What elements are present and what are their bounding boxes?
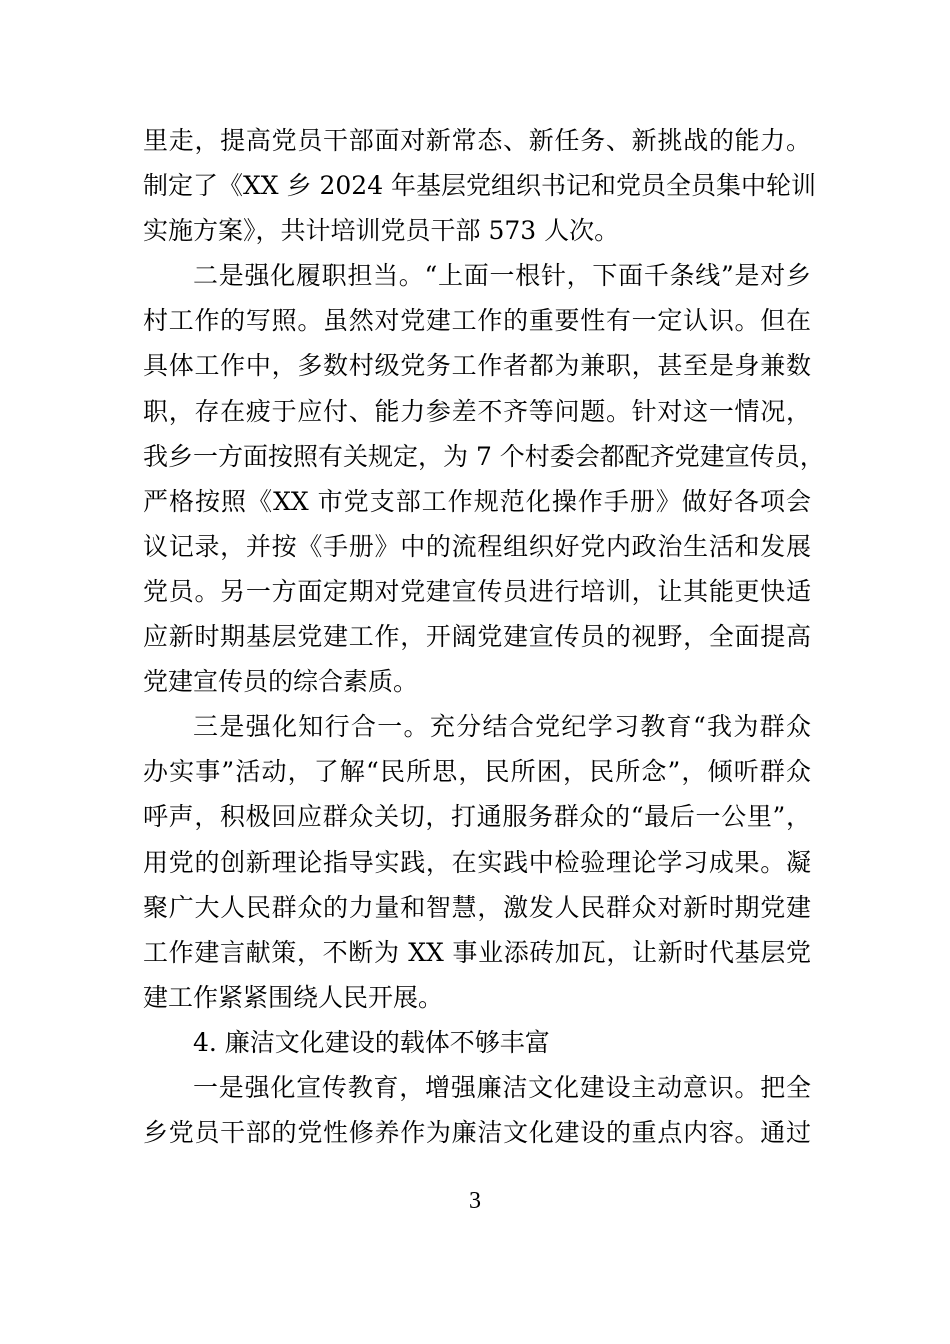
text-line: 职，存在疲于应付、能力参差不齐等问题。针对这一情况， xyxy=(143,396,811,426)
text-line: 办实事”活动，了解“民所思，民所困，民所念”，倾听群众 xyxy=(143,757,811,787)
text-line: 一是强化宣传教育，增强廉洁文化建设主动意识。把全 xyxy=(193,1072,811,1102)
body-text xyxy=(143,118,825,1155)
text-line: 制定了《XX 乡 2024 年基层党组织书记和党员全员集中轮训 xyxy=(143,171,817,201)
text-line: 聚广大人民群众的力量和智慧，激发人民群众对新时期党建 xyxy=(143,892,811,922)
text-line: 具体工作中，多数村级党务工作者都为兼职，甚至是身兼数 xyxy=(143,351,811,381)
text-line: 严格按照《XX 市党支部工作规范化操作手册》做好各项会 xyxy=(143,486,811,516)
text-line: 乡党员干部的党性修养作为廉洁文化建设的重点内容。通过 xyxy=(143,1118,811,1148)
text-line: 实施方案》，共计培训党员干部 573 人次。 xyxy=(143,216,620,246)
text-line: 二是强化履职担当。“上面一根针，下面千条线”是对乡 xyxy=(193,261,811,291)
text-line: 工作建言献策，不断为 XX 事业添砖加瓦，让新时代基层党 xyxy=(143,937,811,967)
page-number: 3 xyxy=(469,1188,481,1214)
text-line: 党建宣传员的综合素质。 xyxy=(143,667,419,697)
text-line: 我乡一方面按照有关规定，为 7 个村委会都配齐党建宣传员， xyxy=(143,441,825,471)
text-line: 建工作紧紧围绕人民开展。 xyxy=(143,982,444,1012)
text-line: 用党的创新理论指导实践，在实践中检验理论学习成果。凝 xyxy=(143,847,811,877)
text-line: 里走，提高党员干部面对新常态、新任务、新挑战的能力。 xyxy=(143,126,811,155)
text-line: 呼声，积极回应群众关切，打通服务群众的“最后一公里”， xyxy=(143,802,811,832)
text-line: 应新时期基层党建工作，开阔党建宣传员的视野，全面提高 xyxy=(143,622,811,652)
text-line: 党员。另一方面定期对党建宣传员进行培训，让其能更快适 xyxy=(143,576,811,606)
text-line: 三是强化知行合一。充分结合党纪学习教育“我为群众 xyxy=(193,712,811,742)
text-line: 议记录，并按《手册》中的流程组织好党内政治生活和发展 xyxy=(143,531,811,561)
text-line: 村工作的写照。虽然对党建工作的重要性有一定认识。但在 xyxy=(143,306,811,336)
text-line: 4. 廉洁文化建设的载体不够丰富 xyxy=(193,1027,550,1057)
